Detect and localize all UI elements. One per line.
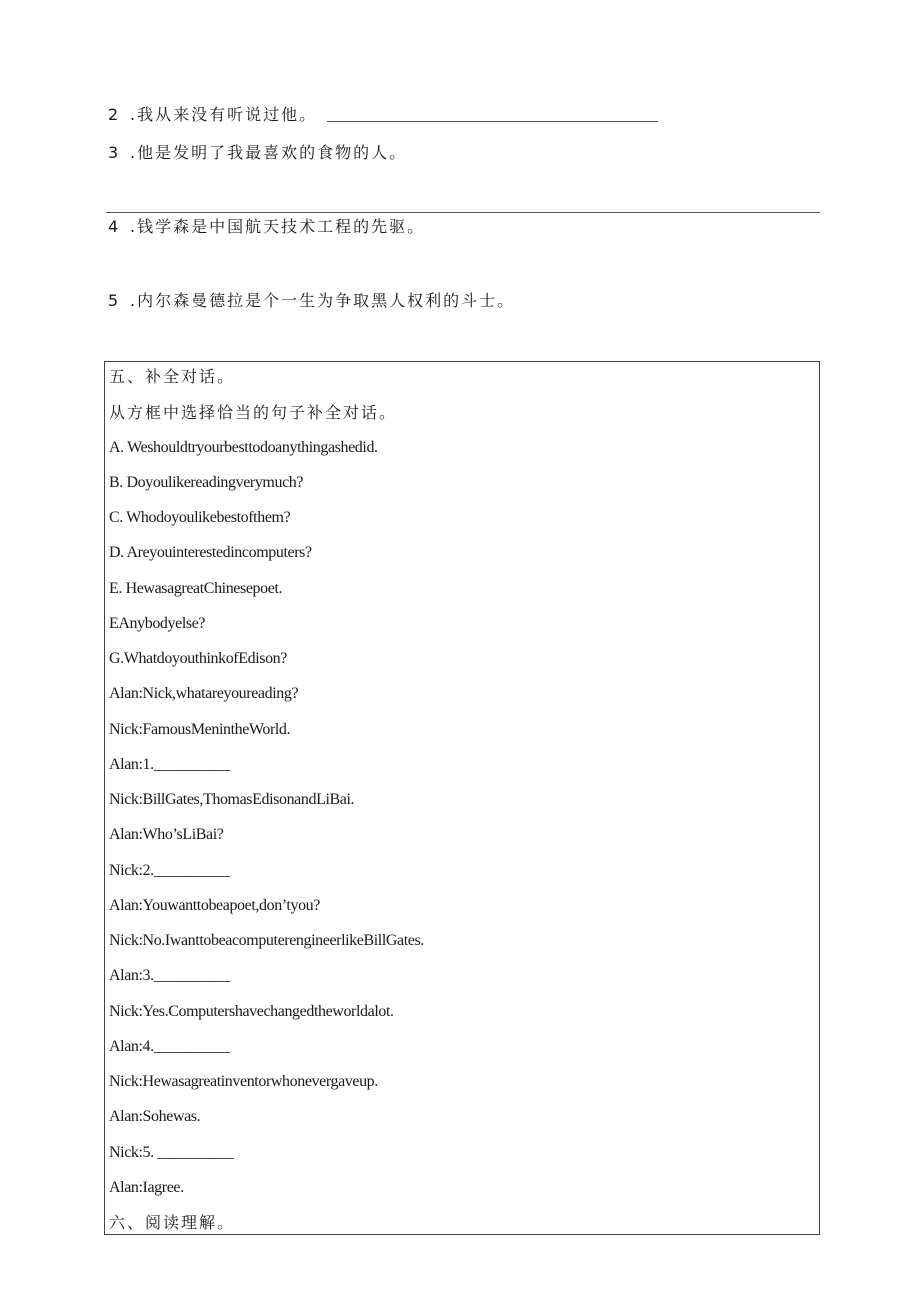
option-d: D. Areyouinterestedincomputers? <box>109 544 312 561</box>
translation-item-2 <box>108 104 317 126</box>
next-section-title: 六、阅读理解。 <box>109 1213 236 1232</box>
item-number: 5 <box>108 291 121 310</box>
option-c: C. Whodoyoulikebestofthem? <box>109 509 291 526</box>
item-number: 2 <box>108 105 121 124</box>
dialogue-line: Nick:FamousMenintheWorld. <box>109 721 291 738</box>
option-f: EAnybodyelse? <box>109 615 206 632</box>
item-number: 4 <box>108 217 121 236</box>
dialogue-blank-3[interactable]: Alan:3.__________ <box>109 967 230 984</box>
item-text: .钱学森是中国航天技术工程的先驱。 <box>130 217 426 236</box>
translation-item-4 <box>108 216 425 238</box>
dialogue-line: Alan:Sohewas. <box>109 1108 201 1125</box>
dialogue-blank-2[interactable]: Nick:2.__________ <box>109 862 230 879</box>
dialogue-blank-4[interactable]: Alan:4.__________ <box>109 1038 230 1055</box>
dialogue-line: Nick:Hewasagreatinventorwhonevergaveup. <box>109 1073 378 1090</box>
dialogue-line: Alan:Iagree. <box>109 1179 184 1196</box>
option-e: E. HewasagreatChinesepoet. <box>109 580 283 597</box>
dialogue-line: Alan:Youwanttobeapoet,don’tyou? <box>109 897 320 914</box>
dialogue-blank-5[interactable]: Nick:5. __________ <box>109 1144 234 1161</box>
answer-line-2[interactable] <box>327 121 658 122</box>
answer-line-3[interactable] <box>106 212 820 213</box>
section-five-box <box>104 361 820 1235</box>
item-number: 3 <box>108 143 121 162</box>
dialogue-blank-1[interactable]: Alan:1.__________ <box>109 756 230 773</box>
section-title: 五、补全对话。 <box>109 367 236 386</box>
dialogue-line: Alan:Nick,whatareyoureading? <box>109 685 299 702</box>
option-a: A. Weshouldtryourbesttodoanythingashedid. <box>109 439 378 456</box>
dialogue-line: Nick:Yes.Computershavechangedtheworldalot. <box>109 1003 394 1020</box>
section-instruction: 从方框中选择恰当的句子补全对话。 <box>109 403 398 422</box>
option-b: B. Doyoulikereadingverymuch? <box>109 474 304 491</box>
dialogue-line: Nick:BillGates,ThomasEdisonandLiBai. <box>109 791 355 808</box>
dialogue-line: Alan:Who’sLiBai? <box>109 826 224 843</box>
option-g: G.WhatdoyouthinkofEdison? <box>109 650 287 667</box>
dialogue-line: Nick:No.IwanttobeacomputerengineerlikeBillGates. <box>109 932 424 949</box>
item-text: .他是发明了我最喜欢的食物的人。 <box>130 143 408 162</box>
item-text: .我从来没有听说过他。 <box>130 105 318 124</box>
item-text: .内尔森曼德拉是个一生为争取黑人权利的斗士。 <box>130 291 516 310</box>
translation-item-3 <box>108 142 407 164</box>
translation-item-5 <box>108 290 515 312</box>
